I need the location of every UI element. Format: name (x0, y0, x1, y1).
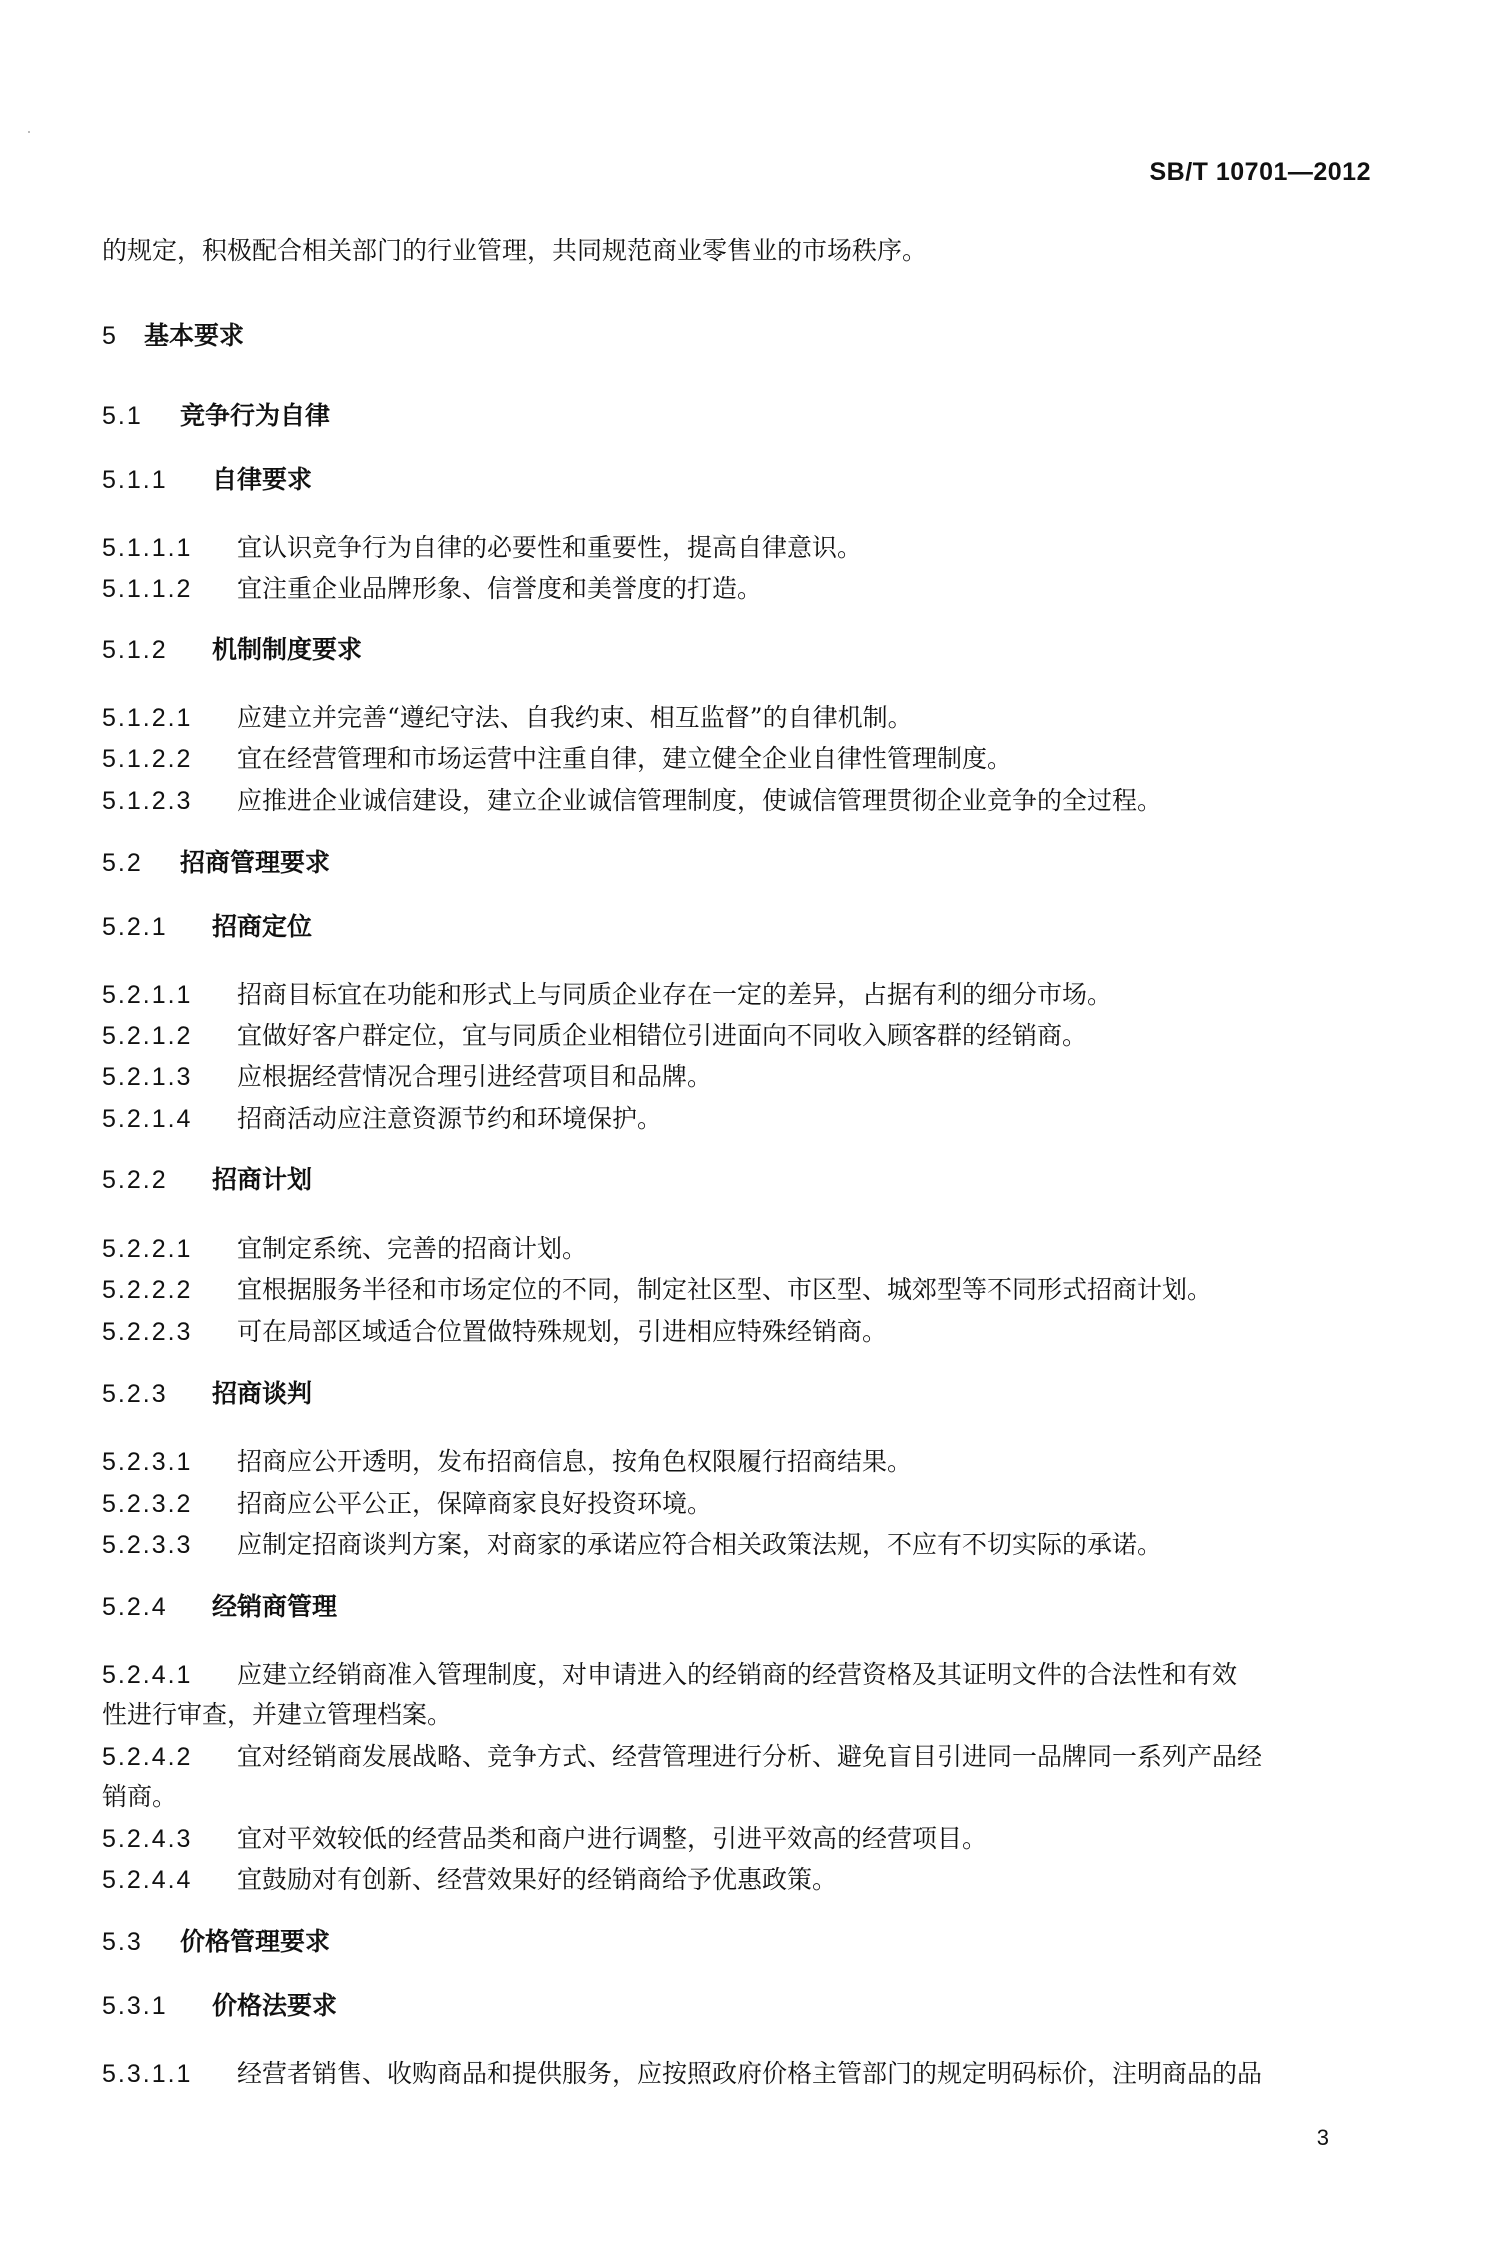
clause-text: 招商活动应注意资源节约和环境保护。 (237, 1104, 663, 1133)
section-title: 招商管理要求 (180, 848, 331, 877)
section-title: 招商谈判 (212, 1379, 313, 1408)
section-title: 招商计划 (212, 1165, 313, 1194)
section-title: 基本要求 (144, 321, 245, 350)
clause-text: 宜对经销商发展战略、竞争方式、经营管理进行分析、避免盲目引进同一品牌同一系列产品经 (237, 1742, 1263, 1771)
section-heading (102, 632, 362, 668)
section-number: 5.3 (102, 1928, 143, 1956)
clause-text: 应制定招商谈判方案，对商家的承诺应符合相关政策法规，不应有不切实际的承诺。 (237, 1530, 1163, 1559)
section-number: 5.2.4 (102, 1593, 168, 1621)
section-number: 5.1 (102, 402, 143, 430)
clause (102, 1486, 1372, 1522)
section-title: 价格法要求 (212, 1991, 338, 2020)
clause-text: 宜做好客户群定位，宜与同质企业相错位引进面向不同收入顾客群的经销商。 (237, 1021, 1088, 1050)
section-title: 经销商管理 (212, 1592, 338, 1621)
section-heading (102, 1988, 337, 2024)
clause (102, 700, 1372, 736)
clause-number: 5.1.1.2 (102, 575, 193, 603)
clause-text: 销商。 (102, 1782, 178, 1811)
clause-text: 宜认识竞争行为自律的必要性和重要性，提高自律意识。 (237, 533, 863, 562)
clause-text: 宜在经营管理和市场运营中注重自律，建立健全企业自律性管理制度。 (237, 744, 1013, 773)
clause (102, 1231, 1372, 1267)
clause-number: 5.2.4.3 (102, 1825, 193, 1853)
clause-number: 5.2.4.4 (102, 1866, 193, 1894)
clause-number: 5.2.2.3 (102, 1318, 193, 1346)
section-number: 5.1.1 (102, 466, 168, 494)
clause-text: 应根据经营情况合理引进经营项目和品牌。 (237, 1062, 713, 1091)
clause (102, 571, 1372, 607)
clause-number: 5.1.1.1 (102, 534, 193, 562)
clause-text: 宜根据服务半径和市场定位的不同，制定社区型、市区型、城郊型等不同形式招商计划。 (237, 1275, 1213, 1304)
section-heading (102, 1924, 330, 1960)
section-heading (102, 462, 312, 498)
scan-speck (28, 131, 30, 133)
section-heading (102, 398, 330, 434)
section-number: 5 (102, 322, 118, 350)
section-heading (102, 845, 330, 881)
clause-number: 5.2.3.3 (102, 1531, 193, 1559)
clause (102, 783, 1372, 819)
clause-number: 5.2.1.2 (102, 1022, 193, 1050)
section-heading (102, 318, 244, 354)
clause-text: 宜制定系统、完善的招商计划。 (237, 1234, 588, 1263)
clause-text: 宜对平效较低的经营品类和商户进行调整，引进平效高的经营项目。 (237, 1824, 988, 1853)
clause-text: 应推进企业诚信建设，建立企业诚信管理制度，使诚信管理贯彻企业竞争的全过程。 (237, 786, 1163, 815)
section-number: 5.2.2 (102, 1166, 168, 1194)
section-title: 自律要求 (212, 465, 313, 494)
section-number: 5.3.1 (102, 1992, 168, 2020)
page-number: 3 (1316, 2125, 1329, 2150)
section-number: 5.2.1 (102, 913, 168, 941)
clause-number: 5.2.2.2 (102, 1276, 193, 1304)
clause-text: 宜注重企业品牌形象、信誉度和美誉度的打造。 (237, 574, 763, 603)
section-title: 竞争行为自律 (180, 401, 331, 430)
clause-number: 5.2.1.3 (102, 1063, 193, 1091)
clause-number: 5.2.2.1 (102, 1235, 193, 1263)
clause-text: 招商应公平公正，保障商家良好投资环境。 (237, 1489, 713, 1518)
section-heading (102, 909, 312, 945)
clause-number: 5.2.4.2 (102, 1743, 193, 1771)
clause (102, 1272, 1372, 1308)
clause (102, 1059, 1372, 1095)
clause-number: 5.3.1.1 (102, 2060, 193, 2088)
section-title: 机制制度要求 (212, 635, 363, 664)
clause (102, 741, 1372, 777)
clause-text: 可在局部区域适合位置做特殊规划，引进相应特殊经销商。 (237, 1317, 888, 1346)
clause (102, 1527, 1372, 1563)
clause (102, 1739, 1372, 1775)
clause-continuation (102, 1779, 1372, 1815)
clause (102, 1314, 1372, 1350)
section-number: 5.2.3 (102, 1380, 168, 1408)
clause-number: 5.2.3.1 (102, 1448, 193, 1476)
clause-number: 5.1.2.1 (102, 704, 193, 732)
section-title: 招商定位 (212, 912, 313, 941)
clause-continuation (102, 1697, 1372, 1733)
clause (102, 1444, 1372, 1480)
clause-text: 宜鼓励对有创新、经营效果好的经销商给予优惠政策。 (237, 1865, 838, 1894)
clause-text: 应建立经销商准入管理制度，对申请进入的经销商的经营资格及其证明文件的合法性和有效 (237, 1660, 1238, 1689)
section-heading (102, 1589, 337, 1625)
clause-number: 5.2.1.4 (102, 1105, 193, 1133)
intro-line: 的规定，积极配合相关部门的行业管理，共同规范商业零售业的市场秩序。 (102, 236, 928, 265)
clause (102, 1101, 1372, 1137)
clause-text: 性进行审查，并建立管理档案。 (102, 1700, 453, 1729)
section-title: 价格管理要求 (180, 1927, 331, 1956)
clause-number: 5.1.2.2 (102, 745, 193, 773)
clause-number: 5.2.4.1 (102, 1661, 193, 1689)
section-heading (102, 1162, 312, 1198)
clause (102, 1821, 1372, 1857)
section-number: 5.1.2 (102, 636, 168, 664)
clause (102, 977, 1372, 1013)
clause (102, 530, 1372, 566)
clause (102, 1018, 1372, 1054)
clause (102, 1657, 1372, 1693)
clause-number: 5.1.2.3 (102, 787, 193, 815)
clause-number: 5.2.1.1 (102, 981, 193, 1009)
document-code: SB/T 10701—2012 (1149, 158, 1371, 186)
clause (102, 2056, 1372, 2092)
clause-text: 经营者销售、收购商品和提供服务，应按照政府价格主管部门的规定明码标价，注明商品的品 (237, 2059, 1263, 2088)
clause-text: 招商应公开透明，发布招商信息，按角色权限履行招商结果。 (237, 1447, 913, 1476)
section-number: 5.2 (102, 849, 143, 877)
clause-text: 招商目标宜在功能和形式上与同质企业存在一定的差异，占据有利的细分市场。 (237, 980, 1113, 1009)
clause (102, 1862, 1372, 1898)
clause-text: 应建立并完善“遵纪守法、自我约束、相互监督”的自律机制。 (237, 703, 913, 732)
section-heading (102, 1376, 312, 1412)
clause-number: 5.2.3.2 (102, 1490, 193, 1518)
